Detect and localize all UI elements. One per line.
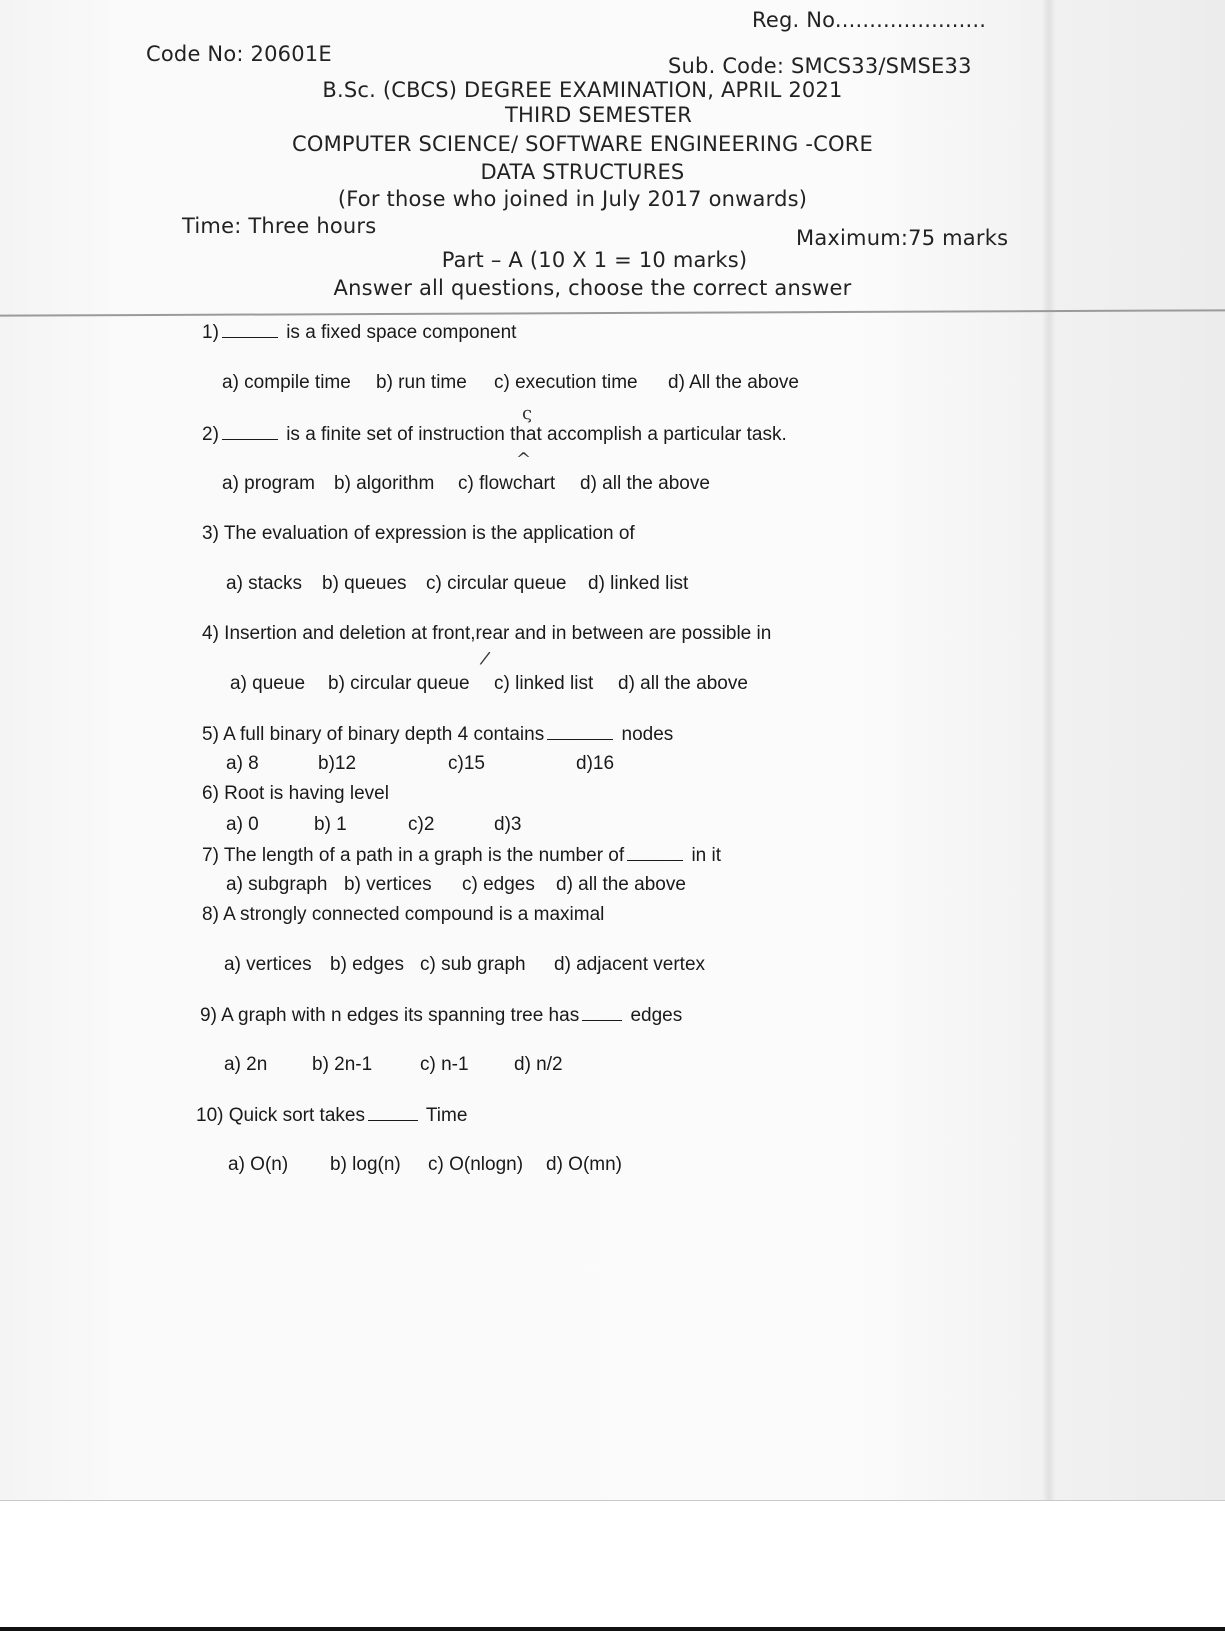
question-text-suffix: nodes <box>621 724 674 745</box>
page-bottom-border <box>0 1627 1225 1631</box>
option-2b: b) algorithm <box>334 473 435 494</box>
question-7 <box>202 844 721 867</box>
question-text: 5) A full binary of binary depth 4 contains <box>202 724 545 745</box>
handwritten-caret: ^ <box>516 449 532 470</box>
option-6d: d)3 <box>494 814 522 835</box>
question-text: is a finite set of instruction that accomplish a particular task. <box>286 424 787 445</box>
option-6b: b) 1 <box>314 814 347 835</box>
option-4b: b) circular queue <box>328 673 470 694</box>
exam-title: B.Sc. (CBCS) DEGREE EXAMINATION, APRIL 2021 <box>322 78 843 102</box>
department: COMPUTER SCIENCE/ SOFTWARE ENGINEERING -CORE <box>291 132 874 156</box>
option-1c: c) execution time <box>494 372 638 393</box>
option-7a: a) subgraph <box>226 874 328 895</box>
question-2 <box>202 423 787 446</box>
option-1b: b) run time <box>376 372 467 393</box>
answer-blank <box>222 321 278 338</box>
option-6c: c)2 <box>408 814 435 835</box>
option-2a: a) program <box>222 473 315 494</box>
option-3a: a) stacks <box>226 573 303 594</box>
reg-no: Reg. No...................... <box>752 8 987 32</box>
question-6: 6) Root is having level <box>202 783 389 804</box>
option-2c: c) flowchart <box>458 473 556 494</box>
answer-blank <box>627 844 683 861</box>
part-heading: Part – A (10 X 1 = 10 marks) <box>441 248 748 272</box>
option-4a: a) queue <box>230 673 306 694</box>
option-5a: a) 8 <box>226 753 259 774</box>
option-5d: d)16 <box>576 753 615 774</box>
option-10c: c) O(nlogn) <box>428 1154 524 1175</box>
option-9d: d) n/2 <box>514 1054 563 1075</box>
option-9a: a) 2n <box>224 1054 268 1075</box>
option-3d: d) linked list <box>588 573 689 594</box>
question-number: 2) <box>202 424 219 445</box>
option-1d: d) All the above <box>668 372 799 393</box>
question-number: 1) <box>202 322 219 343</box>
semester: THIRD SEMESTER <box>504 103 693 127</box>
option-6a: a) 0 <box>226 814 259 835</box>
question-8: 8) A strongly connected compound is a maximal <box>202 904 605 925</box>
option-2d: d) all the above <box>580 473 710 494</box>
question-5 <box>202 723 673 746</box>
question-3: 3) The evaluation of expression is the application of <box>202 523 635 544</box>
question-text-suffix: edges <box>630 1005 683 1026</box>
option-9c: c) n-1 <box>420 1054 469 1075</box>
max-marks: Maximum:75 marks <box>796 226 1009 250</box>
instruction: Answer all questions, choose the correct answer <box>333 276 852 300</box>
option-7c: c) edges <box>462 874 535 895</box>
code-no: Code No: 20601E <box>146 42 332 66</box>
question-9 <box>200 1004 682 1027</box>
option-8a: a) vertices <box>224 954 312 975</box>
option-3c: c) circular queue <box>426 573 567 594</box>
question-text-suffix: in it <box>691 845 722 866</box>
handwritten-stroke: / <box>478 647 492 670</box>
option-4c: c) linked list <box>494 673 594 694</box>
option-7d: d) all the above <box>556 874 686 895</box>
answer-blank <box>582 1004 622 1021</box>
answer-blank <box>547 723 613 740</box>
option-8d: d) adjacent vertex <box>554 954 706 975</box>
question-4: 4) Insertion and deletion at front,rear and in between are possible in <box>202 623 772 644</box>
subject-title: DATA STRUCTURES <box>480 160 685 184</box>
option-1a: a) compile time <box>222 372 351 393</box>
handwritten-mark: ς <box>522 403 533 424</box>
option-4d: d) all the above <box>618 673 748 694</box>
option-8c: c) sub graph <box>420 954 526 975</box>
scan-fold-shadow <box>1042 0 1056 1500</box>
option-8b: b) edges <box>330 954 404 975</box>
answer-blank <box>368 1104 418 1121</box>
question-text: 7) The length of a path in a graph is the number of <box>202 845 625 866</box>
question-text: is a fixed space component <box>286 322 517 343</box>
option-10b: b) log(n) <box>330 1154 401 1175</box>
option-9b: b) 2n-1 <box>312 1054 373 1075</box>
option-5b: b)12 <box>318 753 357 774</box>
batch-note: (For those who joined in July 2017 onwards) <box>337 187 808 211</box>
option-3b: b) queues <box>322 573 407 594</box>
sub-code: Sub. Code: SMCS33/SMSE33 <box>668 54 972 78</box>
question-text: 10) Quick sort takes <box>196 1105 365 1126</box>
answer-blank <box>222 423 278 440</box>
question-10 <box>196 1104 467 1127</box>
question-text-suffix: Time <box>425 1105 468 1126</box>
option-7b: b) vertices <box>344 874 432 895</box>
exam-time: Time: Three hours <box>182 214 377 238</box>
option-10a: a) O(n) <box>228 1154 289 1175</box>
scan-edge <box>0 1500 1225 1501</box>
question-1 <box>202 321 516 344</box>
option-5c: c)15 <box>448 753 485 774</box>
question-text: 9) A graph with n edges its spanning tree has <box>200 1005 580 1026</box>
option-10d: d) O(mn) <box>546 1154 622 1175</box>
